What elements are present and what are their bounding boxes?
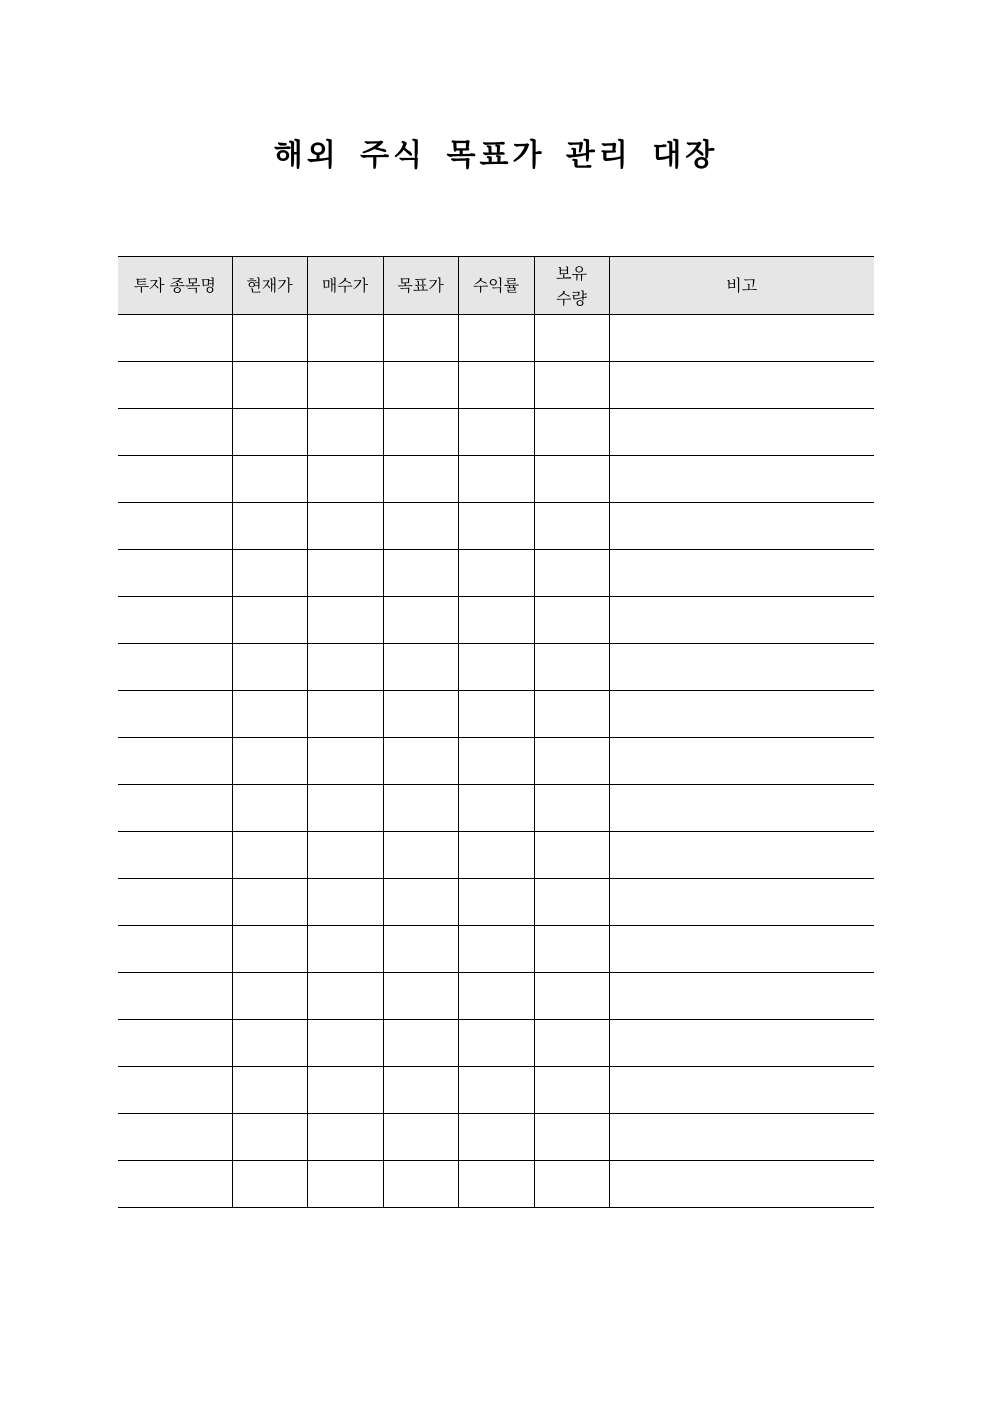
purchase-price-cell[interactable] [307, 973, 383, 1020]
holding-quantity-cell[interactable] [534, 1114, 609, 1161]
stock-name-cell[interactable] [118, 409, 232, 456]
stock-target-ledger-table [118, 256, 874, 1208]
header-stock-name: 투자 종목명 [118, 257, 232, 315]
remarks-cell[interactable] [609, 879, 874, 926]
purchase-price-cell[interactable] [307, 1020, 383, 1067]
return-rate-cell[interactable] [458, 362, 534, 409]
target-price-cell[interactable] [383, 315, 458, 362]
current-price-cell[interactable] [232, 456, 307, 503]
document-title: 해외 주식 목표가 관리 대장 [273, 138, 719, 173]
current-price-cell[interactable] [232, 362, 307, 409]
holding-quantity-cell[interactable] [534, 879, 609, 926]
purchase-price-cell[interactable] [307, 785, 383, 832]
stock-name-cell[interactable] [118, 597, 232, 644]
remarks-cell[interactable] [609, 1067, 874, 1114]
header-holding-quantity: 보유 수량 [534, 257, 609, 315]
holding-quantity-cell[interactable] [534, 1161, 609, 1208]
table-row [118, 926, 874, 973]
stock-name-cell[interactable] [118, 738, 232, 785]
purchase-price-cell[interactable] [307, 879, 383, 926]
current-price-cell[interactable] [232, 597, 307, 644]
remarks-cell[interactable] [609, 1114, 874, 1161]
table-row [118, 879, 874, 926]
purchase-price-cell[interactable] [307, 456, 383, 503]
return-rate-cell[interactable] [458, 879, 534, 926]
table-row [118, 1020, 874, 1067]
stock-name-cell[interactable] [118, 315, 232, 362]
current-price-cell[interactable] [232, 926, 307, 973]
stock-name-cell[interactable] [118, 456, 232, 503]
purchase-price-cell[interactable] [307, 1161, 383, 1208]
remarks-cell[interactable] [609, 315, 874, 362]
purchase-price-cell[interactable] [307, 832, 383, 879]
target-price-cell[interactable] [383, 597, 458, 644]
target-price-cell[interactable] [383, 503, 458, 550]
remarks-cell[interactable] [609, 926, 874, 973]
table-row [118, 456, 874, 503]
remarks-cell[interactable] [609, 1020, 874, 1067]
stock-name-cell[interactable] [118, 832, 232, 879]
purchase-price-cell[interactable] [307, 550, 383, 597]
target-price-cell[interactable] [383, 926, 458, 973]
table-row [118, 503, 874, 550]
holding-quantity-cell[interactable] [534, 1067, 609, 1114]
stock-name-cell[interactable] [118, 926, 232, 973]
remarks-cell[interactable] [609, 409, 874, 456]
return-rate-cell[interactable] [458, 456, 534, 503]
header-return-rate: 수익률 [458, 257, 534, 315]
purchase-price-cell[interactable] [307, 362, 383, 409]
holding-quantity-cell[interactable] [534, 315, 609, 362]
stock-name-cell[interactable] [118, 503, 232, 550]
return-rate-cell[interactable] [458, 550, 534, 597]
stock-name-cell[interactable] [118, 644, 232, 691]
remarks-cell[interactable] [609, 362, 874, 409]
holding-quantity-cell[interactable] [534, 644, 609, 691]
table-row [118, 691, 874, 738]
header-current-price: 현재가 [232, 257, 307, 315]
target-price-cell[interactable] [383, 832, 458, 879]
table-row [118, 1067, 874, 1114]
stock-name-cell[interactable] [118, 973, 232, 1020]
table-row [118, 550, 874, 597]
target-price-cell[interactable] [383, 1020, 458, 1067]
stock-name-cell[interactable] [118, 879, 232, 926]
remarks-cell[interactable] [609, 832, 874, 879]
holding-quantity-cell[interactable] [534, 456, 609, 503]
table-row [118, 597, 874, 644]
purchase-price-cell[interactable] [307, 691, 383, 738]
remarks-cell[interactable] [609, 644, 874, 691]
table-row [118, 362, 874, 409]
current-price-cell[interactable] [232, 738, 307, 785]
holding-quantity-cell[interactable] [534, 973, 609, 1020]
table-body [118, 315, 874, 1208]
table-header-row [118, 257, 874, 315]
return-rate-cell[interactable] [458, 597, 534, 644]
header-target-price: 목표가 [383, 257, 458, 315]
return-rate-cell[interactable] [458, 832, 534, 879]
holding-quantity-cell[interactable] [534, 832, 609, 879]
purchase-price-cell[interactable] [307, 738, 383, 785]
holding-quantity-cell[interactable] [534, 1020, 609, 1067]
return-rate-cell[interactable] [458, 315, 534, 362]
return-rate-cell[interactable] [458, 409, 534, 456]
remarks-cell[interactable] [609, 973, 874, 1020]
remarks-cell[interactable] [609, 738, 874, 785]
holding-quantity-cell[interactable] [534, 691, 609, 738]
purchase-price-cell[interactable] [307, 644, 383, 691]
purchase-price-cell[interactable] [307, 409, 383, 456]
return-rate-cell[interactable] [458, 1161, 534, 1208]
header-remarks: 비고 [609, 257, 874, 315]
current-price-cell[interactable] [232, 315, 307, 362]
target-price-cell[interactable] [383, 879, 458, 926]
purchase-price-cell[interactable] [307, 1067, 383, 1114]
target-price-cell[interactable] [383, 362, 458, 409]
table-row [118, 409, 874, 456]
stock-name-cell[interactable] [118, 1020, 232, 1067]
table-row [118, 738, 874, 785]
current-price-cell[interactable] [232, 832, 307, 879]
target-price-cell[interactable] [383, 1161, 458, 1208]
target-price-cell[interactable] [383, 785, 458, 832]
stock-name-cell[interactable] [118, 1067, 232, 1114]
target-price-cell[interactable] [383, 456, 458, 503]
target-price-cell[interactable] [383, 973, 458, 1020]
purchase-price-cell[interactable] [307, 597, 383, 644]
purchase-price-cell[interactable] [307, 926, 383, 973]
remarks-cell[interactable] [609, 550, 874, 597]
holding-quantity-cell[interactable] [534, 503, 609, 550]
target-price-cell[interactable] [383, 550, 458, 597]
current-price-cell[interactable] [232, 785, 307, 832]
target-price-cell[interactable] [383, 691, 458, 738]
remarks-cell[interactable] [609, 1161, 874, 1208]
current-price-cell[interactable] [232, 973, 307, 1020]
table-row [118, 1161, 874, 1208]
stock-name-cell[interactable] [118, 785, 232, 832]
table-row [118, 1114, 874, 1161]
purchase-price-cell[interactable] [307, 503, 383, 550]
holding-quantity-cell[interactable] [534, 738, 609, 785]
remarks-cell[interactable] [609, 503, 874, 550]
stock-name-cell[interactable] [118, 691, 232, 738]
target-price-cell[interactable] [383, 1067, 458, 1114]
return-rate-cell[interactable] [458, 1067, 534, 1114]
stock-name-cell[interactable] [118, 1161, 232, 1208]
current-price-cell[interactable] [232, 1114, 307, 1161]
return-rate-cell[interactable] [458, 691, 534, 738]
return-rate-cell[interactable] [458, 1114, 534, 1161]
current-price-cell[interactable] [232, 644, 307, 691]
current-price-cell[interactable] [232, 1161, 307, 1208]
return-rate-cell[interactable] [458, 926, 534, 973]
holding-quantity-cell[interactable] [534, 362, 609, 409]
header-purchase-price: 매수가 [307, 257, 383, 315]
current-price-cell[interactable] [232, 503, 307, 550]
holding-quantity-cell[interactable] [534, 785, 609, 832]
table-row [118, 973, 874, 1020]
purchase-price-cell[interactable] [307, 315, 383, 362]
holding-quantity-cell[interactable] [534, 926, 609, 973]
target-price-cell[interactable] [383, 1114, 458, 1161]
table-row [118, 315, 874, 362]
holding-quantity-cell[interactable] [534, 409, 609, 456]
table-row [118, 785, 874, 832]
target-price-cell[interactable] [383, 738, 458, 785]
target-price-cell[interactable] [383, 644, 458, 691]
stock-name-cell[interactable] [118, 362, 232, 409]
remarks-cell[interactable] [609, 785, 874, 832]
holding-quantity-cell[interactable] [534, 597, 609, 644]
return-rate-cell[interactable] [458, 973, 534, 1020]
target-price-cell[interactable] [383, 409, 458, 456]
current-price-cell[interactable] [232, 691, 307, 738]
current-price-cell[interactable] [232, 1067, 307, 1114]
current-price-cell[interactable] [232, 409, 307, 456]
table-row [118, 644, 874, 691]
return-rate-cell[interactable] [458, 1020, 534, 1067]
return-rate-cell[interactable] [458, 644, 534, 691]
current-price-cell[interactable] [232, 550, 307, 597]
remarks-cell[interactable] [609, 691, 874, 738]
holding-quantity-cell[interactable] [534, 550, 609, 597]
remarks-cell[interactable] [609, 597, 874, 644]
return-rate-cell[interactable] [458, 785, 534, 832]
stock-name-cell[interactable] [118, 1114, 232, 1161]
stock-name-cell[interactable] [118, 550, 232, 597]
return-rate-cell[interactable] [458, 738, 534, 785]
return-rate-cell[interactable] [458, 503, 534, 550]
current-price-cell[interactable] [232, 879, 307, 926]
remarks-cell[interactable] [609, 456, 874, 503]
table-row [118, 832, 874, 879]
purchase-price-cell[interactable] [307, 1114, 383, 1161]
current-price-cell[interactable] [232, 1020, 307, 1067]
